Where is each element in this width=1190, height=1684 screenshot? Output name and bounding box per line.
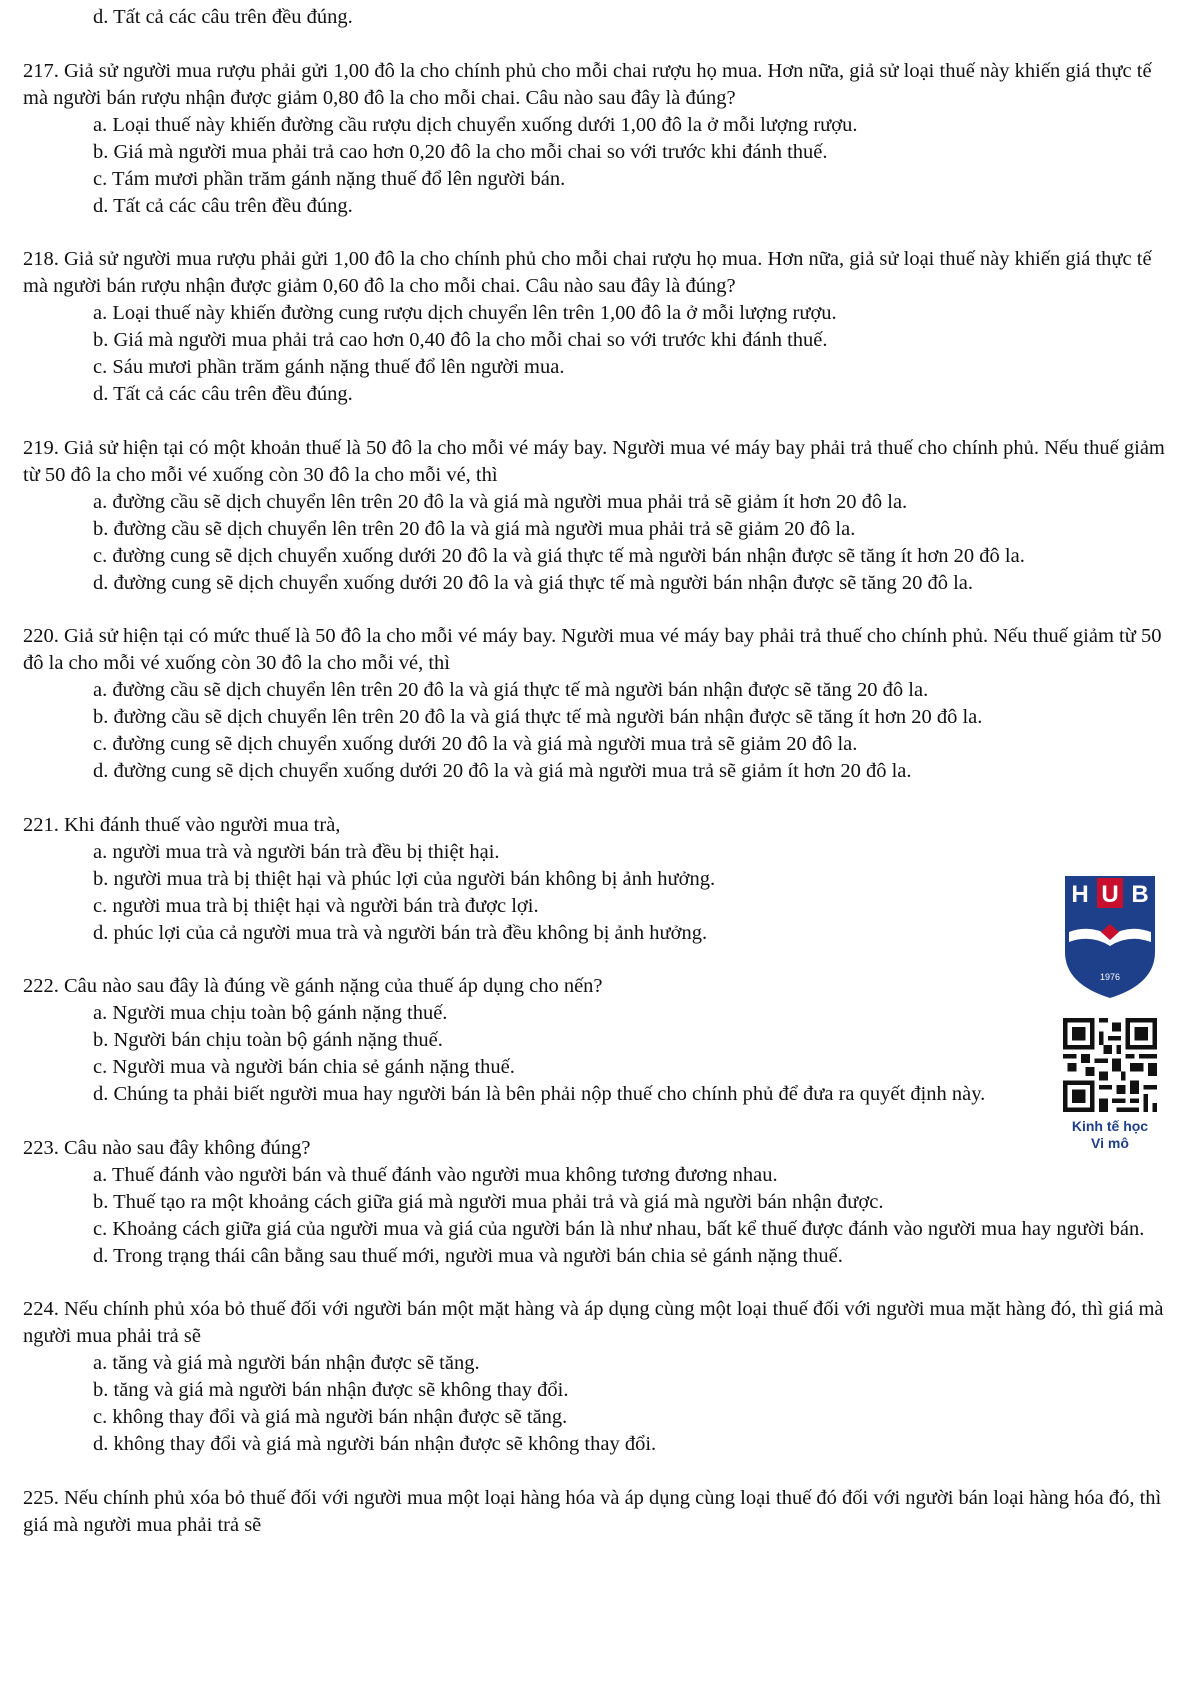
question-stem: 220. Giả sử hiện tại có mức thuế là 50 đô la cho mỗi vé máy bay. Người mua vé máy bay phải trả thuế cho chính phủ. Nếu thuế giảm từ 50 đô la cho mỗi vé xuống còn 30 đô la cho mỗi vé, thì (23, 625, 1162, 674)
logo-caption (1072, 1118, 1148, 1152)
question-stem: 217. Giả sử người mua rượu phải gửi 1,00 đô la cho chính phủ cho mỗi chai rượu họ mua. Hơn nữa, giả sử loại thuế này khiến giá thực tế mà người bán rượu nhận được giảm 0,80 đô la cho mỗi chai. Câu nào sau đây là đúng? (23, 59, 1152, 109)
question-stem: 224. Nếu chính phủ xóa bỏ thuế đối với người bán một mặt hàng và áp dụng cùng một loại thuế đối với người mua mặt hàng đó, thì giá mà người mua phải trả sẽ (23, 1298, 1164, 1347)
answer-option: d. Tất cả các câu trên đều đúng. (93, 194, 353, 217)
answer-option: b. Giá mà người mua phải trả cao hơn 0,40 đô la cho mỗi chai so với trước khi đánh thuế. (93, 329, 828, 351)
question-block (23, 1135, 1173, 1270)
answer-option: b. Thuế tạo ra một khoảng cách giữa giá mà người mua phải trả và giá mà người bán nhận được. (93, 1190, 884, 1213)
answer-option: d. đường cung sẽ dịch chuyển xuống dưới 20 đô la và giá thực tế mà người bán nhận được sẽ tăng 20 đô la. (93, 571, 974, 594)
logo-letter-b: B (1131, 881, 1149, 908)
answer-option: c. người mua trà bị thiệt hại và người bán trà được lợi. (93, 894, 539, 917)
answer-option: d. không thay đổi và giá mà người bán nhận được sẽ không thay đổi. (93, 1433, 657, 1455)
hub-logo-block (1060, 872, 1160, 1152)
answer-option: a. Loại thuế này khiến đường cầu rượu dịch chuyển xuống dưới 1,00 đô la ở mỗi lượng rượu. (93, 113, 858, 136)
question-block (23, 58, 1173, 220)
answer-option: d. đường cung sẽ dịch chuyển xuống dưới 20 đô la và giá mà người mua trả sẽ giảm ít hơn 20 đô la. (93, 760, 912, 782)
answer-option: a. người mua trà và người bán trà đều bị thiệt hại. (93, 840, 500, 863)
answer-option: d. phúc lợi của cả người mua trà và người bán trà đều không bị ảnh hưởng. (93, 921, 708, 944)
answer-option: b. Người bán chịu toàn bộ gánh nặng thuế. (93, 1029, 443, 1051)
answer-option: a. Loại thuế này khiến đường cung rượu dịch chuyển lên trên 1,00 đô la ở mỗi lượng rượu. (93, 302, 837, 324)
answer-option: c. Người mua và người bán chia sẻ gánh nặng thuế. (93, 1056, 515, 1078)
question-stem: 222. Câu nào sau đây là đúng về gánh nặng của thuế áp dụng cho nến? (23, 975, 603, 997)
logo-caption-line2: Vi mô (1091, 1135, 1129, 1151)
answer-option: b. tăng và giá mà người bán nhận được sẽ không thay đổi. (93, 1379, 569, 1401)
document-content (23, 4, 1173, 1539)
question-block (23, 435, 1173, 597)
answer-option: b. đường cầu sẽ dịch chuyển lên trên 20 đô la và giá thực tế mà người bán nhận được sẽ tăng ít hơn 20 đô la. (93, 706, 983, 728)
qr-code-icon (1063, 1018, 1157, 1112)
answer-option: c. Sáu mươi phần trăm gánh nặng thuế đổ lên người mua. (93, 356, 565, 378)
question-block (23, 1296, 1173, 1458)
question-block (23, 246, 1173, 408)
answer-option: b. người mua trà bị thiệt hại và phúc lợi của người bán không bị ảnh hưởng. (93, 867, 716, 890)
answer-option: d. Chúng ta phải biết người mua hay người bán là bên phải nộp thuế cho chính phủ để đưa ra quyết định này. (93, 1083, 986, 1105)
previous-question-option-d: d. Tất cả các câu trên đều đúng. (93, 6, 353, 28)
question-block (23, 973, 1033, 1108)
logo-caption-line1: Kinh tế học (1071, 1118, 1149, 1134)
answer-option: b. Giá mà người mua phải trả cao hơn 0,20 đô la cho mỗi chai so với trước khi đánh thuế. (93, 140, 828, 163)
answer-option: a. đường cầu sẽ dịch chuyển lên trên 20 đô la và giá thực tế mà người bán nhận được sẽ tăng 20 đô la. (93, 679, 929, 701)
question-stem: 218. Giả sử người mua rượu phải gửi 1,00 đô la cho chính phủ cho mỗi chai rượu họ mua. Hơn nữa, giả sử loại thuế này khiến giá thực tế mà người bán rượu nhận được giảm 0,60 đô la cho mỗi chai. Câu nào sau đây là đúng? (23, 248, 1152, 297)
answer-option: b. đường cầu sẽ dịch chuyển lên trên 20 đô la và giá mà người mua phải trả sẽ giảm 20 đô la. (93, 517, 856, 540)
answer-option: d. Trong trạng thái cân bằng sau thuế mới, người mua và người bán chia sẻ gánh nặng thuế. (93, 1244, 843, 1267)
answer-option: c. Khoảng cách giữa giá của người mua và giá của người bán là như nhau, bất kể thuế được đánh vào người mua hay người bán. (93, 1217, 1145, 1240)
question-block (23, 1485, 1173, 1539)
answer-option: a. tăng và giá mà người bán nhận được sẽ tăng. (93, 1352, 480, 1374)
question-stem: 221. Khi đánh thuế vào người mua trà, (23, 813, 341, 836)
logo-letter-u: U (1101, 881, 1119, 908)
question-block (23, 623, 1173, 785)
logo-year: 1976 (1099, 972, 1121, 982)
question-stem: 223. Câu nào sau đây không đúng? (23, 1136, 311, 1159)
question-block (23, 812, 1033, 947)
answer-option: c. Tám mươi phần trăm gánh nặng thuế đổ lên người bán. (93, 167, 566, 190)
question-stem: 225. Nếu chính phủ xóa bỏ thuế đối với người mua một loại hàng hóa và áp dụng cùng loại thuế đó đối với người bán loại hàng hóa đó, thì giá mà người mua phải trả sẽ (23, 1486, 1162, 1536)
answer-option: a. Người mua chịu toàn bộ gánh nặng thuế. (93, 1002, 448, 1024)
logo-letter-h: H (1071, 881, 1089, 908)
answer-option: c. đường cung sẽ dịch chuyển xuống dưới 20 đô la và giá thực tế mà người bán nhận được sẽ tăng ít hơn 20 đô la. (93, 544, 1025, 567)
answer-option: c. không thay đổi và giá mà người bán nhận được sẽ tăng. (93, 1406, 568, 1428)
hub-shield-logo (1061, 872, 1159, 1000)
question-stem: 219. Giả sử hiện tại có một khoản thuế là 50 đô la cho mỗi vé máy bay. Người mua vé máy bay phải trả thuế cho chính phủ. Nếu thuế giảm từ 50 đô la cho mỗi vé xuống còn 30 đô la cho mỗi vé, thì (23, 436, 1165, 486)
answer-option: d. Tất cả các câu trên đều đúng. (93, 383, 353, 405)
answer-option: a. Thuế đánh vào người bán và thuế đánh vào người mua không tương đương nhau. (93, 1163, 778, 1186)
answer-option: c. đường cung sẽ dịch chuyển xuống dưới 20 đô la và giá mà người mua trả sẽ giảm 20 đô la. (93, 733, 858, 755)
answer-option: a. đường cầu sẽ dịch chuyển lên trên 20 đô la và giá mà người mua phải trả sẽ giảm ít hơn 20 đô la. (93, 490, 908, 513)
